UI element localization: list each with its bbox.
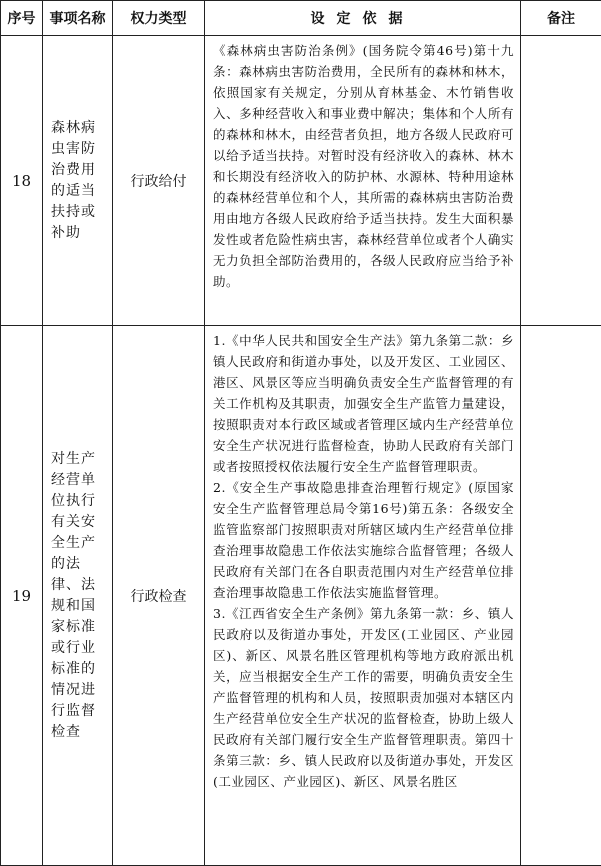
basis-paragraph: 2.《安全生产事故隐患排查治理暂行规定》(原国家安全生产监督管理总局令第16号)第五条：各级安全监管监察部门按照职责对所辖区域内生产经营单位排查治理事故隐患工作依法实施综合监督管理；各级人民政府有关部门在各自职责范围内对生产经营单位排查治理事故隐患工作依法实施监督管理。	[213, 477, 514, 603]
basis-paragraph: 《森林病虫害防治条例》(国务院令第46号)第十九条：森林病虫害防治费用，全民所有的森林和林木，依照国家有关规定，分别从育林基金、木竹销售收入、多种经营收入和事业费中解决；集体和个人所有的森林和林木，由经营者负担，地方各级人民政府可以给予适当扶持。对暂时没有经济收入的森林、林木和长期没有经济收入的防护林、水源林、特种用途林的森林经营单位和个人，其所需的森林病虫害防治费用由地方各级人民政府给予适当扶持。发生大面积暴发性或者危险性病虫害，森林经营单位或者个人确实无力负担全部防治费用的，各级人民政府应当给予补助。	[213, 40, 514, 292]
row-legal-basis	[205, 326, 521, 866]
row-remarks	[521, 36, 601, 326]
header-seq: 序号	[1, 1, 43, 36]
table-row	[1, 36, 601, 326]
row-legal-basis	[205, 36, 521, 326]
header-power-type: 权力类型	[113, 1, 205, 36]
basis-paragraph: 3.《江西省安全生产条例》第九条第一款：乡、镇人民政府以及街道办事处，开发区(工业园区、产业园区)、新区、风景名胜区管理机构等地方政府派出机关，应当根据安全生产工作的需要，明确负责安全生产监督管理的机构和人员，按照职责加强对本辖区内生产经营单位安全生产状况的监督检查，协助上级人民政府有关部门履行安全生产监督管理职责。第四十条第三款：乡、镇人民政府以及街道办事处，开发区(工业园区、产业园区)、新区、风景名胜区	[213, 603, 514, 792]
table-header-row	[1, 1, 601, 36]
row-remarks	[521, 326, 601, 866]
row-seq: 19	[1, 326, 43, 866]
basis-paragraph: 1.《中华人民共和国安全生产法》第九条第二款：乡镇人民政府和街道办事处，以及开发区、工业园区、港区、风景区等应当明确负责安全生产监督管理的有关工作机构及其职责，加强安全生产监管力量建设，按照职责对本行政区域或者管理区域内生产经营单位安全生产状况进行监督检查，协助人民政府有关部门或者按照授权依法履行安全生产监督管理职责。	[213, 330, 514, 477]
row-seq: 18	[1, 36, 43, 326]
row-item-name: 森林病虫害防治费用的适当扶持或补助	[43, 36, 113, 326]
header-legal-basis: 设定依据	[205, 1, 521, 36]
header-item-name: 事项名称	[43, 1, 113, 36]
row-power-type: 行政给付	[113, 36, 205, 326]
header-remarks: 备注	[521, 1, 601, 36]
row-item-name: 对生产经营单位执行有关安全生产的法律、法规和国家标准或行业标准的情况进行监督检查	[43, 326, 113, 866]
row-power-type: 行政检查	[113, 326, 205, 866]
table-row	[1, 326, 601, 866]
